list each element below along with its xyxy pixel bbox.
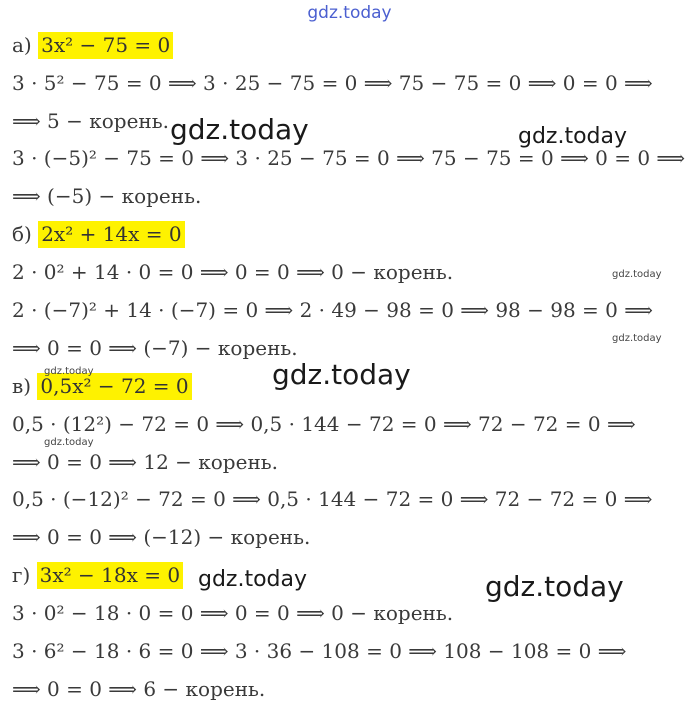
part-v-label: в)	[12, 374, 38, 398]
watermark: gdz.today	[44, 366, 94, 377]
part-g-equation: 3x² − 18x = 0	[37, 562, 183, 589]
watermark: gdz.today	[612, 269, 662, 280]
part-a-equation: 3x² − 75 = 0	[38, 32, 173, 59]
solution-line: ⟹ 0 = 0 ⟹ (−12) − корень.	[12, 525, 311, 549]
part-b-label: б)	[12, 222, 39, 246]
solution-line: 3 · (−5)² − 75 = 0 ⟹ 3 · 25 − 75 = 0 ⟹ 75 − 75 = 0 ⟹ 0 = 0 ⟹	[12, 146, 686, 170]
watermark: gdz.today	[170, 113, 309, 146]
part-b-equation: 2x² + 14x = 0	[38, 221, 184, 248]
solution-line: 2 · (−7)² + 14 · (−7) = 0 ⟹ 2 · 49 − 98 = 0 ⟹ 98 − 98 = 0 ⟹	[12, 298, 653, 322]
solution-line: 0,5 · (−12)² − 72 = 0 ⟹ 0,5 · 144 − 72 = 0 ⟹ 72 − 72 = 0 ⟹	[12, 487, 653, 511]
solution-line: ⟹ (−5) − корень.	[12, 184, 202, 208]
part-g-label: г)	[12, 563, 37, 587]
solution-line: ⟹ 0 = 0 ⟹ 12 − корень.	[12, 450, 279, 474]
solution-line: 2 · 0² + 14 · 0 = 0 ⟹ 0 = 0 ⟹ 0 − корень.	[12, 260, 454, 284]
watermark-top: gdz.today	[307, 3, 392, 23]
solution-line: ⟹ 0 = 0 ⟹ 6 − корень.	[12, 677, 266, 701]
part-a-heading	[12, 32, 173, 58]
solution-line: 3 · 6² − 18 · 6 = 0 ⟹ 3 · 36 − 108 = 0 ⟹ 108 − 108 = 0 ⟹	[12, 639, 627, 663]
solution-line: ⟹ 5 − корень.	[12, 109, 169, 133]
watermark: gdz.today	[272, 358, 411, 391]
part-g-heading	[12, 562, 183, 588]
solution-line: 0,5 · (12²) − 72 = 0 ⟹ 0,5 · 144 − 72 = 0 ⟹ 72 − 72 = 0 ⟹	[12, 412, 636, 436]
watermark: gdz.today	[518, 124, 628, 149]
part-b-heading	[12, 221, 185, 247]
watermark: gdz.today	[612, 333, 662, 344]
watermark: gdz.today	[198, 567, 308, 592]
part-v-equation: 0,5x² − 72 = 0	[37, 373, 191, 400]
solution-line: 3 · 0² − 18 · 0 = 0 ⟹ 0 = 0 ⟹ 0 − корень.	[12, 601, 454, 625]
watermark: gdz.today	[44, 437, 94, 448]
solution-line: 3 · 5² − 75 = 0 ⟹ 3 · 25 − 75 = 0 ⟹ 75 − 75 = 0 ⟹ 0 = 0 ⟹	[12, 71, 653, 95]
solution-line: ⟹ 0 = 0 ⟹ (−7) − корень.	[12, 336, 298, 360]
watermark: gdz.today	[485, 570, 624, 603]
part-v-heading	[12, 373, 192, 399]
part-a-label: а)	[12, 33, 39, 57]
